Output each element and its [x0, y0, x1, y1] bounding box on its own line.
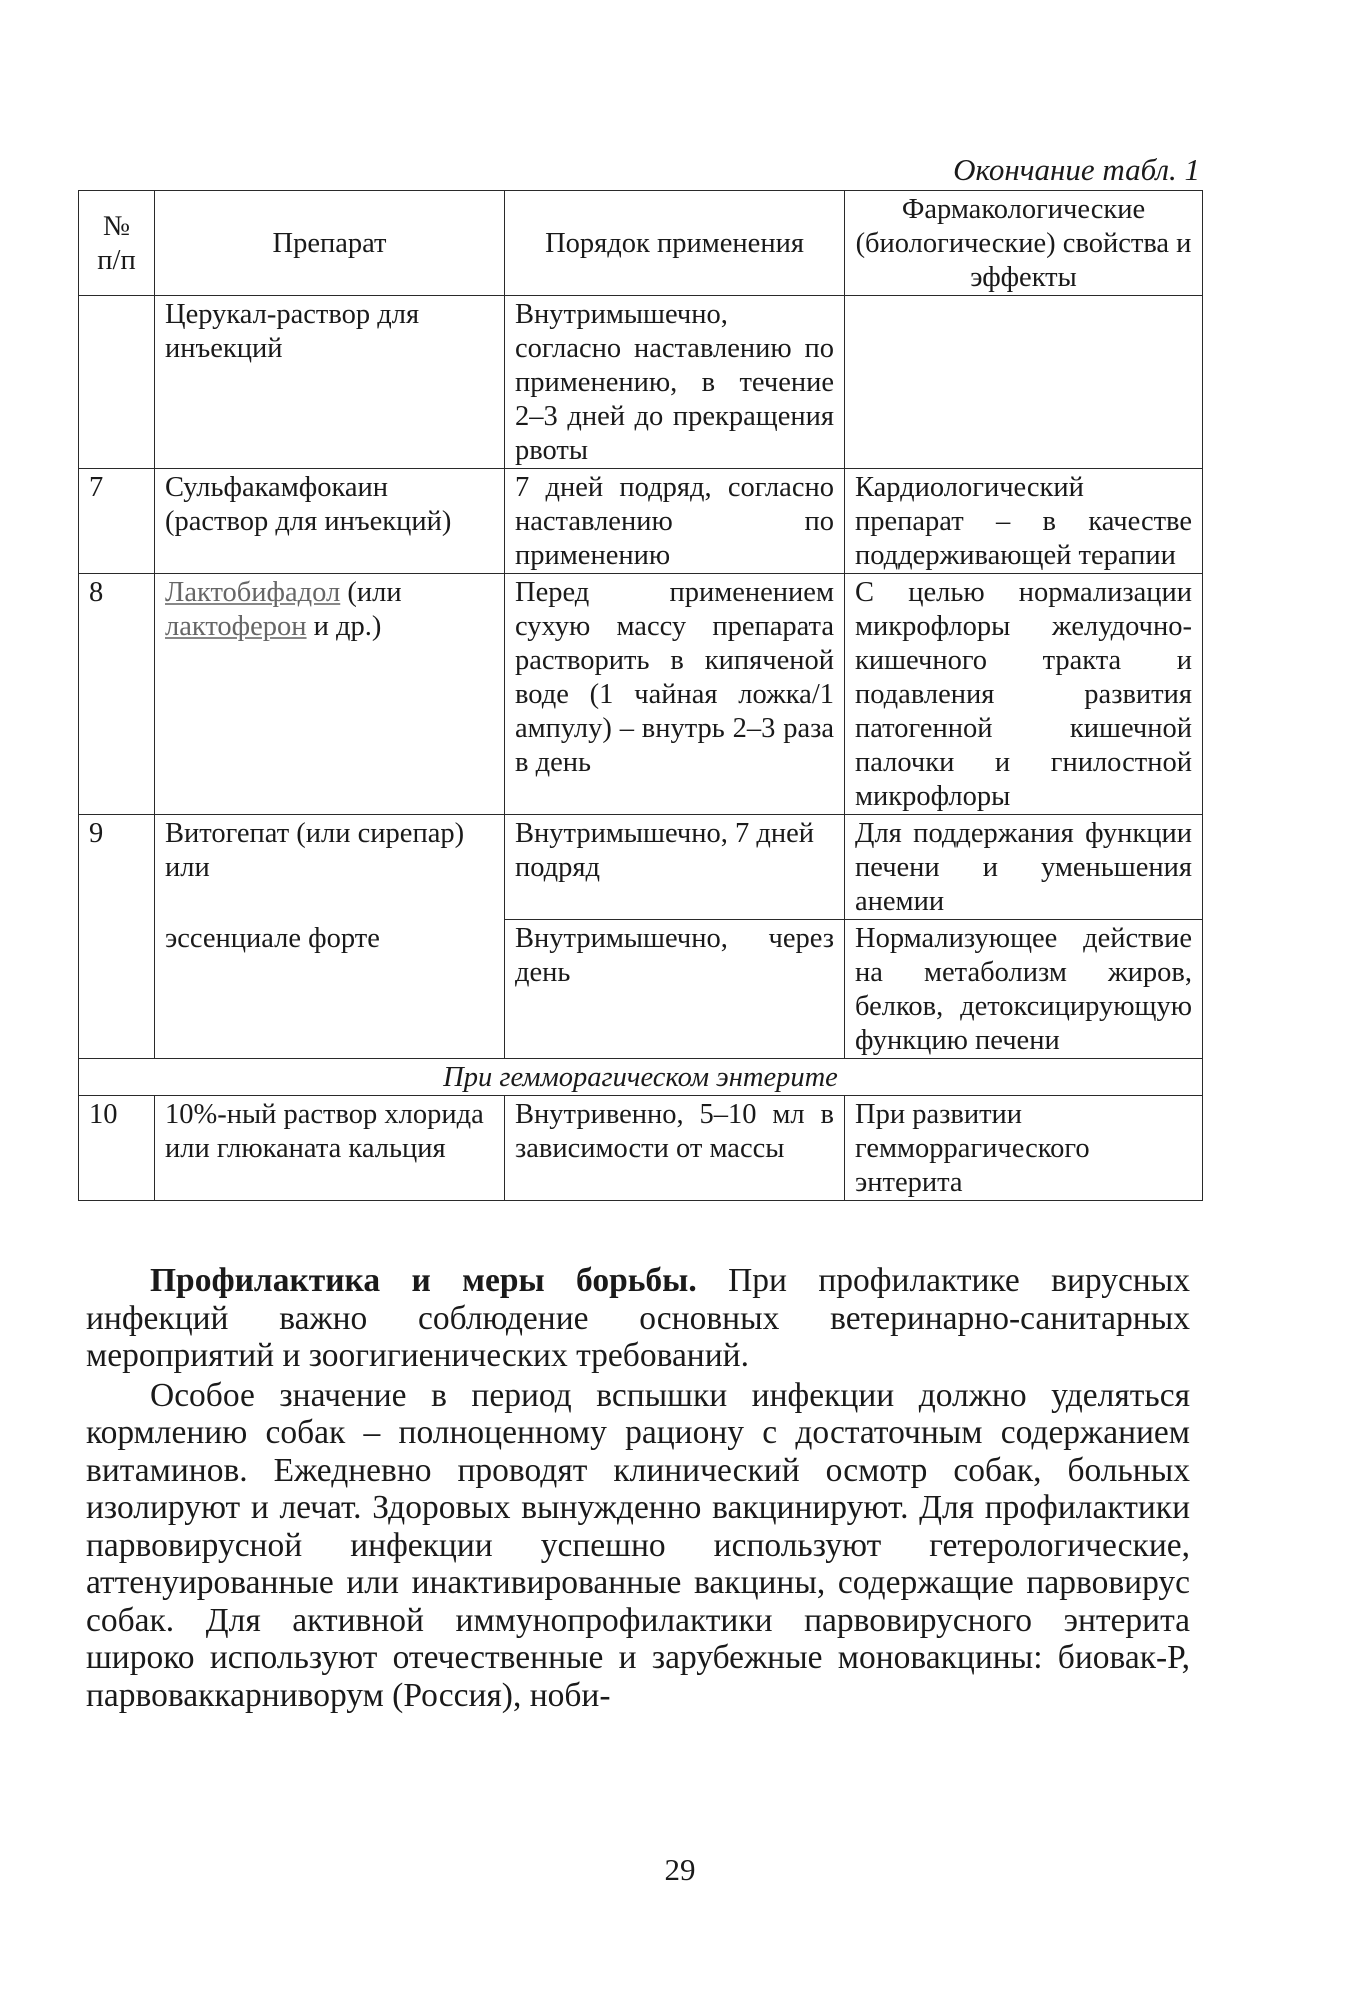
row-drug: 10%-ный раствор хлорида или глюканата кальция: [155, 1096, 505, 1201]
body-text: [86, 1262, 1190, 1714]
drug-text-end: и др.): [306, 611, 382, 642]
row-effects: При развитии гемморрагического энтерита: [845, 1096, 1203, 1201]
section-title: При гемморагическом энтерите: [79, 1059, 1203, 1096]
header-use: Порядок применения: [505, 191, 845, 296]
row-use: Перед применением сухую массу препарата растворить в кипяченой воде (1 чайная ложка/1 ампулу) – внутрь 2–3 раза в день: [505, 574, 845, 815]
table-row: [79, 574, 1203, 815]
row-drug: [155, 574, 505, 815]
row-drug: эссенциале форте: [155, 920, 505, 1059]
paragraph-heading: Профилактика и меры борьбы.: [150, 1262, 697, 1299]
drug-link-lactobifadol[interactable]: Лактобифадол: [165, 577, 341, 608]
row-num: [79, 296, 155, 469]
paragraph-feeding: Особое значение в период вспышки инфекции должно уделяться кормлению собак – полноценному рациону с достаточным содержанием витаминов. Ежедневно проводят клинический осмотр собак, больных изолируют и лечат. Здоровых вынужденно вакцинируют. Для профилактики парвовирусной инфекции успешно используют гетерологические, аттенуированные или инактивированные вакцины, содержащие парвовирус собак. Для активной иммунопрофилактики парвовирусного энтерита широко используют отечественные и зарубежные моновакцины: биовак-Р, парвоваккарниворум (Россия), ноби-: [86, 1376, 1190, 1714]
row-num: 10: [79, 1096, 155, 1201]
header-effects: Фармакологические (биологические) свойства и эффекты: [845, 191, 1203, 296]
table-caption: Окончание табл. 1: [953, 152, 1200, 187]
drug-text-mid: (или: [340, 577, 402, 608]
row-num: 8: [79, 574, 155, 815]
row-use: Внутримышечно, согласно наставлению по применению, в течение 2–3 дней до прекращения рвоты: [505, 296, 845, 469]
row-use: Внутривенно, 5–10 мл в зависимости от массы: [505, 1096, 845, 1201]
drug-link-lactoferon[interactable]: лактоферон: [165, 611, 307, 642]
row-effects: Для поддержания функции печени и уменьшения анемии: [845, 815, 1203, 920]
table-row: [79, 469, 1203, 574]
table-row: [79, 920, 1203, 1059]
table-row: [79, 296, 1203, 469]
row-effects: Кардиологический препарат – в качестве поддерживающей терапии: [845, 469, 1203, 574]
row-num: 7: [79, 469, 155, 574]
table-section-row: [79, 1059, 1203, 1096]
row-effects: [845, 296, 1203, 469]
row-use: Внутримышечно, через день: [505, 920, 845, 1059]
header-drug: Препарат: [155, 191, 505, 296]
row-use: Внутримышечно, 7 дней подряд: [505, 815, 845, 920]
header-num: № п/п: [79, 191, 155, 296]
row-drug: Сульфакамфокаин (раствор для инъекций): [155, 469, 505, 574]
table-header-row: [79, 191, 1203, 296]
table-row: [79, 1096, 1203, 1201]
table-row: [79, 815, 1203, 920]
paragraph-prophylaxis: [86, 1262, 1190, 1375]
row-drug: Церукал-раствор для инъекций: [155, 296, 505, 469]
row-drug: Витогепат (или сирепар) или: [155, 815, 505, 920]
paragraph-text: При профилактике вирусных инфекций важно соблюдение основных ветеринарно-санитарных мероприятий и зоогигиенических требований.: [86, 1262, 1190, 1374]
row-effects: С целью нормализации микрофлоры желудочно-кишечного тракта и подавления развития патогенной кишечной палочки и гнилостной микрофлоры: [845, 574, 1203, 815]
row-effects: Нормализующее действие на метаболизм жиров, белков, детоксицирующую функцию печени: [845, 920, 1203, 1059]
page-number: 29: [664, 1852, 696, 1887]
drug-table: [78, 190, 1203, 1201]
row-use: 7 дней подряд, согласно наставлению по применению: [505, 469, 845, 574]
row-num: 9: [79, 815, 155, 1059]
